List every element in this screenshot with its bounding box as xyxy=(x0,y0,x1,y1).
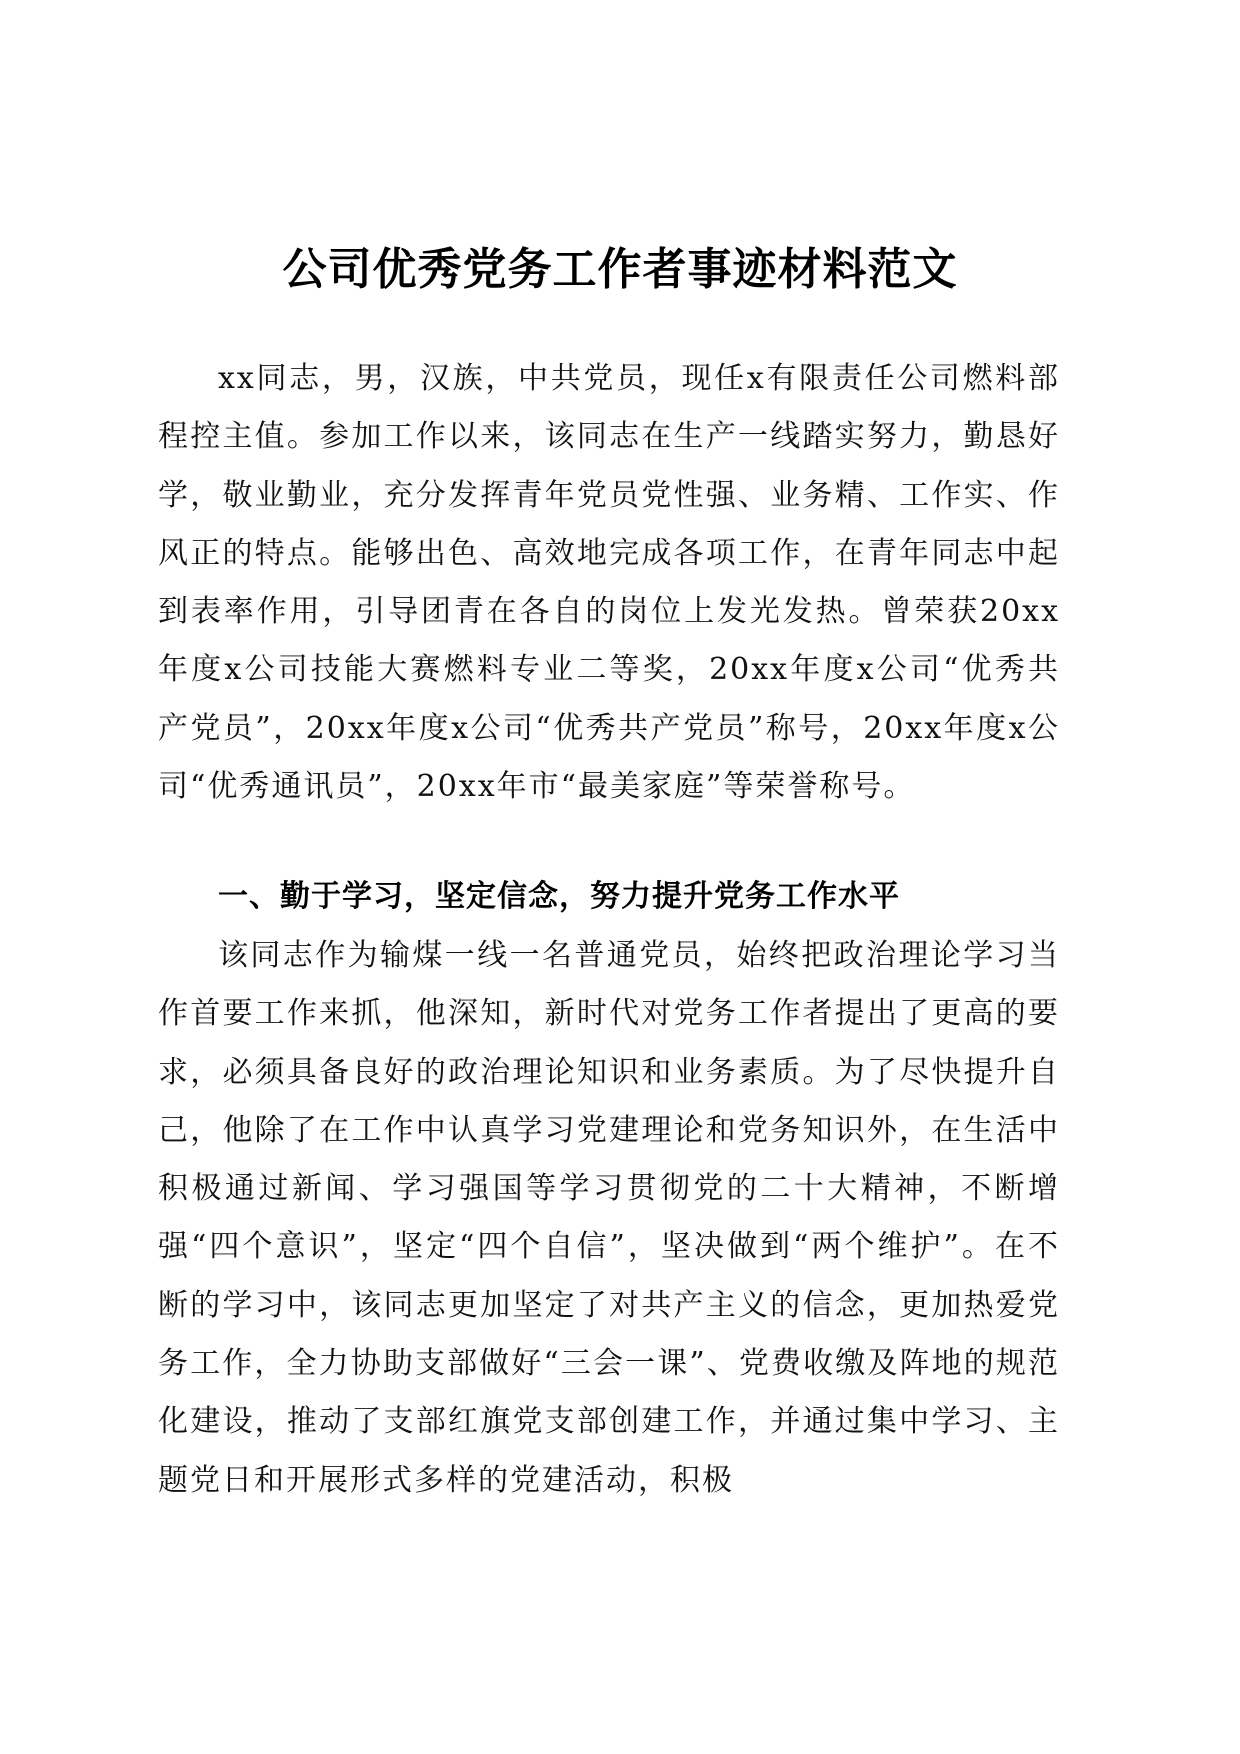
document-title: 公司优秀党务工作者事迹材料范文 xyxy=(282,244,958,295)
section-heading-1: 一、勤于学习，坚定信念，努力提升党务工作水平 xyxy=(218,879,900,914)
intro-paragraph: xx同志，男，汉族，中共党员，现任x有限责任公司燃料部程控主值。参加工作以来，该同志在生产一线踏实努力，勤恳好学，敬业勤业，充分发挥青年党员党性强、业务精、工作实、作风正的特点。能够出色、高效地完成各项工作，在青年同志中起到表率作用，引导团青在各自的岗位上发光发热。曾荣获20xx年度x公司技能大赛燃料专业二等奖，20xx年度x公司“优秀共产党员”，20xx年度x公司“优秀共产党员”称号，20xx年度x公司“优秀通讯员”，20xx年市“最美家庭”等荣誉称号。 xyxy=(158,361,1060,805)
section-paragraph-1: 该同志作为输煤一线一名普通党员，始终把政治理论学习当作首要工作来抓，他深知，新时代对党务工作者提出了更高的要求，必须具备良好的政治理论知识和业务素质。为了尽快提升自己，他除了在工作中认真学习党建理论和党务知识外，在生活中积极通过新闻、学习强国等学习贯彻党的二十大精神，不断增强“四个意识”，坚定“四个自信”，坚决做到“两个维护”。在不断的学习中，该同志更加坚定了对共产主义的信念，更加热爱党务工作，全力协助支部做好“三会一课”、党费收缴及阵地的规范化建设，推动了支部红旗党支部创建工作，并通过集中学习、主题党日和开展形式多样的党建活动，积极 xyxy=(158,938,1060,1498)
